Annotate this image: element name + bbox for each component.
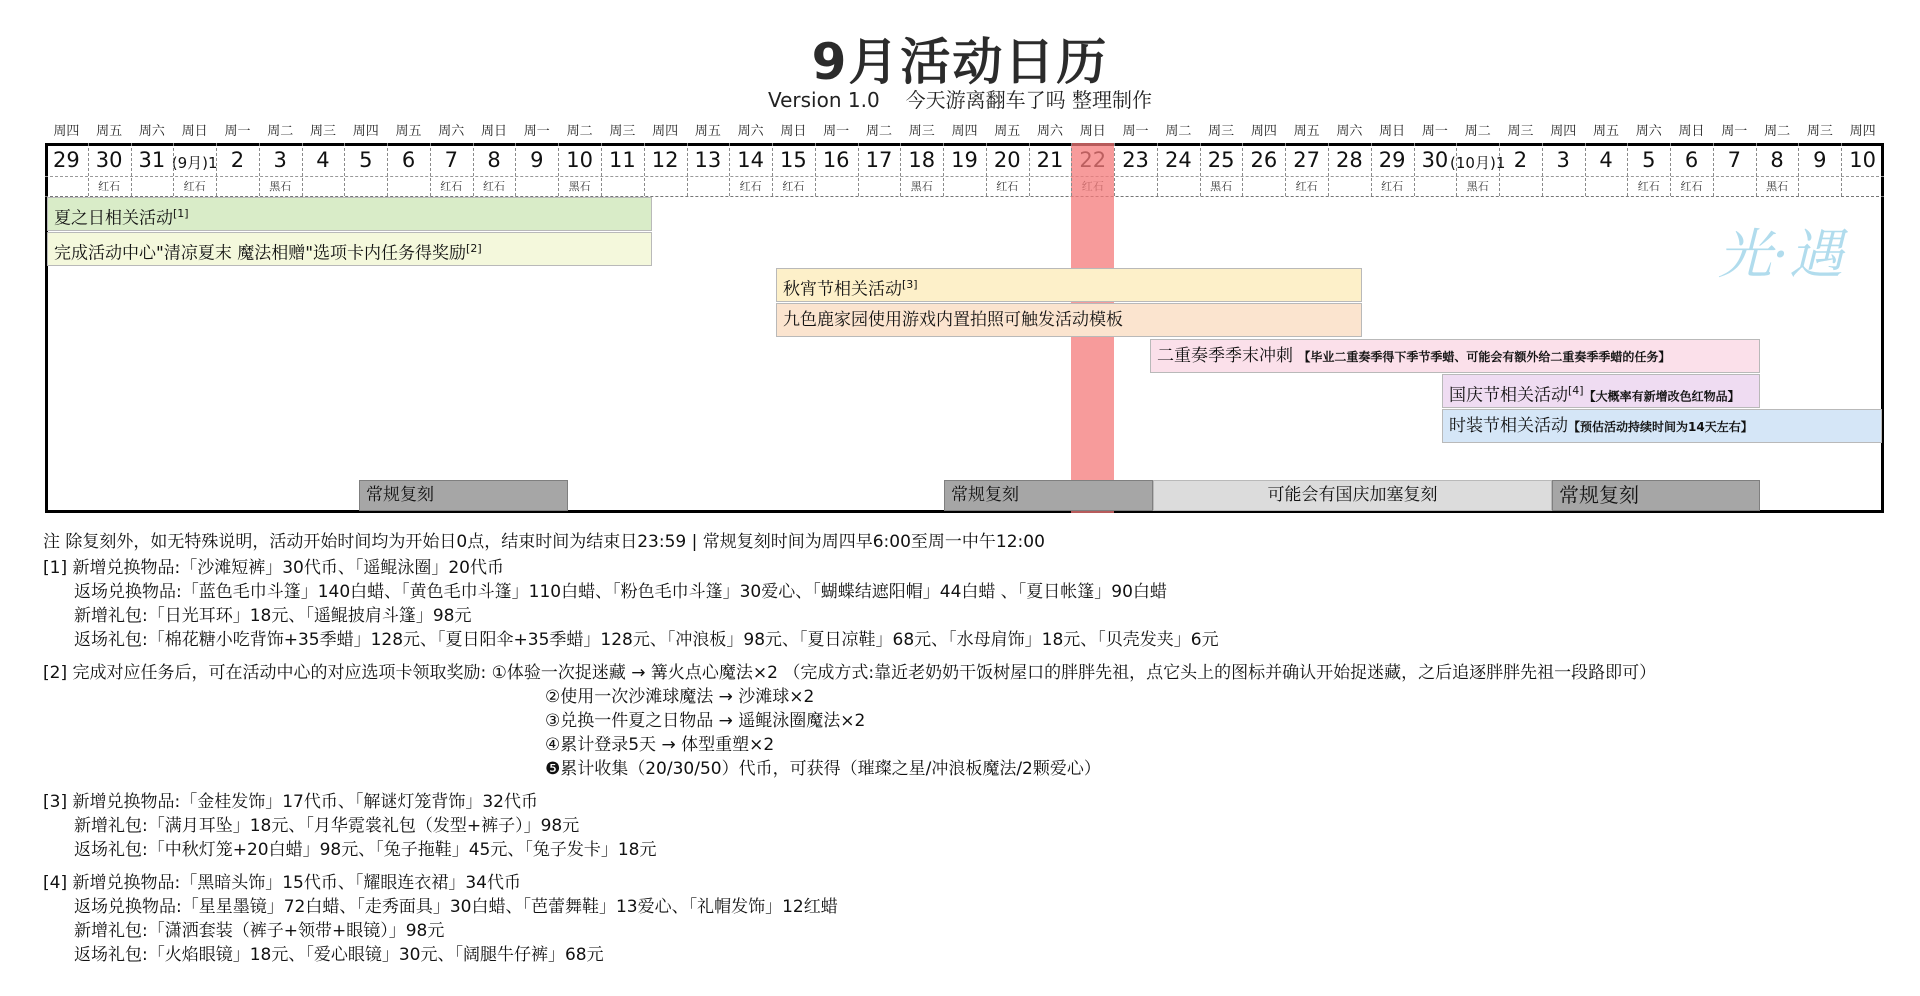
event-label: 秋宵节相关活动 <box>783 279 902 300</box>
date-number[interactable]: 3 <box>1556 148 1570 172</box>
weekday-label: 周六 <box>438 124 465 139</box>
note-2-line: ②使用一次沙滩球魔法 → 沙滩球×2 <box>545 687 815 707</box>
date-number[interactable]: 29 <box>53 148 80 172</box>
date-number[interactable]: 3 <box>273 148 287 172</box>
date-number[interactable]: (9月)1 <box>171 154 218 172</box>
event-bar-summer-tasks[interactable] <box>47 232 652 266</box>
date-column-divider <box>1200 143 1201 196</box>
date-number[interactable]: 28 <box>1336 148 1363 172</box>
event-note: 【预估活动持续时间为14天左右】 <box>1568 420 1753 434</box>
date-column-divider <box>259 143 260 196</box>
note-4-line: 新增礼包:「潇洒套装（裤子+领带+眼镜）」98元 <box>74 921 445 941</box>
note-1-line: 新增礼包:「日光耳环」18元、「遥鲲披肩斗篷」98元 <box>74 606 472 626</box>
date-column-divider <box>344 143 345 196</box>
date-column-divider <box>216 143 217 196</box>
weekday-label: 周日 <box>780 124 807 139</box>
weekday-label: 周日 <box>1379 124 1406 139</box>
weekday-label: 周一 <box>1122 124 1149 139</box>
date-number[interactable]: 23 <box>1122 148 1149 172</box>
weekday-label: 周五 <box>96 124 123 139</box>
weekday-label: 周五 <box>1592 124 1620 139</box>
note-2-line: [2] 完成对应任务后，可在活动中心的对应选项卡领取奖励: ①体验一次捉迷藏 → 篝火点心魔法×2 （完成方式:靠近老奶奶干饭树屋口的胖胖先祖，点它头上的图标并确认开始捉迷藏，之后追逐胖胖先祖一段路即可） <box>43 663 1657 683</box>
date-column-divider <box>430 143 431 196</box>
weekday-label: 周日 <box>481 124 508 139</box>
date-column-divider <box>1114 143 1115 196</box>
date-column-divider <box>1071 143 1072 196</box>
date-number[interactable]: 17 <box>865 148 893 172</box>
note-1-line: 返场兑换物品:「蓝色毛巾斗篷」140白蜡、「黄色毛巾斗篷」110白蜡、「粉色毛巾斗篷」30爱心、「蝴蝶结遮阳帽」44白蜡 、「夏日帐篷」90白蜡 <box>74 582 1167 602</box>
date-number[interactable]: 24 <box>1164 148 1192 172</box>
note-3-line: [3] 新增兑换物品:「金桂发饰」17代币、「解谜灯笼背饰」32代币 <box>43 792 538 812</box>
weekday-label: 周二 <box>1464 124 1491 139</box>
event-note: 【大概率有新增改色红物品】 <box>1583 389 1740 404</box>
stone-label: 黑石 <box>1210 180 1233 193</box>
date-column-divider <box>1627 143 1628 196</box>
stone-label: 红石 <box>183 180 206 193</box>
note-3-line: 返场礼包:「中秋灯笼+20白蜡」98元、「兔子拖鞋」45元、「兔子发卡」18元 <box>74 840 657 860</box>
event-note: 【毕业二重奏季得下季节季蜡、可能会有额外给二重奏季季蜡的任务】 <box>1298 350 1671 364</box>
date-number[interactable]: 12 <box>651 148 679 172</box>
date-number[interactable]: 5 <box>359 148 373 172</box>
date-number[interactable]: 7 <box>444 148 458 172</box>
date-number[interactable]: 20 <box>993 148 1021 172</box>
date-number[interactable]: 13 <box>694 148 722 172</box>
date-divider <box>45 176 1884 177</box>
weekday-label: 周三 <box>1507 124 1534 139</box>
weekday-label: 周五 <box>694 124 721 139</box>
date-number[interactable]: 2 <box>230 148 245 172</box>
event-label: 夏之日相关活动 <box>54 208 173 229</box>
weekday-label: 周一 <box>823 124 850 139</box>
weekday-label: 周四 <box>1550 124 1577 139</box>
date-number[interactable]: 9 <box>1813 148 1827 172</box>
date-number[interactable]: 31 <box>138 148 166 172</box>
event-ref: [2] <box>466 242 482 255</box>
date-number[interactable]: 27 <box>1293 148 1320 172</box>
weekday-label: 周一 <box>1721 124 1748 139</box>
stone-label: 红石 <box>1381 180 1404 193</box>
weekday-label: 周一 <box>1421 124 1448 139</box>
date-number[interactable]: 19 <box>951 148 978 172</box>
date-column-divider <box>601 143 602 196</box>
stone-label: 红石 <box>996 180 1019 193</box>
date-number[interactable]: 10 <box>1849 148 1876 172</box>
date-number[interactable]: 26 <box>1250 148 1278 172</box>
date-column-divider <box>1242 143 1243 196</box>
stone-label: 黑石 <box>269 180 292 193</box>
date-number[interactable]: 21 <box>1036 148 1064 172</box>
credit-label: 今天游离翻车了吗 整理制作 <box>905 88 1153 112</box>
date-column-divider <box>1285 143 1286 196</box>
date-column-divider <box>1841 143 1842 196</box>
weekday-label: 周四 <box>652 124 679 139</box>
date-column-divider <box>1499 143 1500 196</box>
event-ref: [1] <box>173 207 189 220</box>
event-bar-summer-day[interactable] <box>47 197 652 231</box>
note-main: 注 除复刻外，如无特殊说明，活动开始时间均为开始日0点，结束时间为结束日23:59 | 常规复刻时间为周四早6:00至周一中午12:00 <box>43 532 1045 552</box>
event-label: 完成活动中心"清凉夏末 魔法相赠"选项卡内任务得奖励 <box>54 243 467 264</box>
stone-label: 红石 <box>98 180 121 193</box>
weekday-label: 周五 <box>395 124 422 139</box>
date-number[interactable]: 16 <box>822 148 850 172</box>
weekday-label: 周六 <box>1336 124 1363 139</box>
event-label: 国庆节相关活动 <box>1449 385 1568 406</box>
stone-label: 红石 <box>483 180 506 193</box>
date-column-divider <box>687 143 688 196</box>
date-column-divider <box>1157 143 1158 196</box>
weekday-label: 周三 <box>609 124 636 139</box>
weekday-label: 周一 <box>523 124 550 139</box>
date-column-divider <box>772 143 773 196</box>
date-number[interactable]: 15 <box>780 148 807 172</box>
date-number[interactable]: 4 <box>1599 148 1613 172</box>
date-column-divider <box>1414 143 1415 196</box>
date-column-divider <box>943 143 944 196</box>
event-bar-mid-autumn[interactable] <box>776 268 1362 302</box>
date-number[interactable]: 6 <box>1684 148 1699 172</box>
weekday-label: 周六 <box>138 124 165 139</box>
date-column-divider <box>1713 143 1714 196</box>
note-2-line: ❺累计收集（20/30/50）代币，可获得（璀璨之星/冲浪板魔法/2颗爱心） <box>545 759 1101 779</box>
date-column-divider <box>1585 143 1586 196</box>
weekday-label: 周六 <box>737 124 764 139</box>
stone-label: 黑石 <box>1766 180 1789 193</box>
date-number[interactable]: 9 <box>530 148 544 172</box>
event-ref: [4] <box>1568 384 1584 397</box>
date-column-divider <box>173 143 174 196</box>
game-logo: 光·遇 <box>1718 223 1844 286</box>
stone-label: 黑石 <box>568 180 591 193</box>
event-bar-deer-home[interactable] <box>776 303 1362 337</box>
weekday-label: 周一 <box>224 124 251 139</box>
note-4-line: 返场兑换物品:「星星墨镜」72白蜡、「走秀面具」30白蜡、「芭蕾舞鞋」13爱心、「礼帽发饰」12红蜡 <box>74 897 838 917</box>
date-column-divider <box>1670 143 1671 196</box>
date-number[interactable]: 2 <box>1513 148 1528 172</box>
rerun-label: 可能会有国庆加塞复刻 <box>1267 485 1438 505</box>
stone-label: 黑石 <box>1466 180 1489 193</box>
date-number[interactable]: 25 <box>1207 148 1235 172</box>
date-number[interactable]: 4 <box>316 148 330 172</box>
note-3-line: 新增礼包:「满月耳坠」18元、「月华霓裳礼包（发型+裤子）」98元 <box>74 816 580 836</box>
rerun-bar-regular-2[interactable] <box>944 480 1153 511</box>
date-column-divider <box>88 143 89 196</box>
weekday-label: 周六 <box>1037 124 1064 139</box>
weekday-label: 周日 <box>1079 124 1106 139</box>
stone-label: 黑石 <box>910 180 933 193</box>
stone-label: 红石 <box>782 180 805 193</box>
weekday-label: 周日 <box>1678 124 1705 139</box>
date-number[interactable]: 6 <box>401 148 416 172</box>
date-number[interactable]: 7 <box>1727 148 1741 172</box>
date-column-divider <box>558 143 559 196</box>
stone-label: 红石 <box>1637 180 1660 193</box>
date-column-divider <box>1029 143 1030 196</box>
weekday-label: 周六 <box>1635 124 1662 139</box>
date-column-divider <box>131 143 132 196</box>
date-column-divider <box>858 143 859 196</box>
weekday-label: 周四 <box>352 124 379 139</box>
weekday-label: 周三 <box>309 124 336 139</box>
weekday-label: 周四 <box>951 124 978 139</box>
date-column-divider <box>1328 143 1329 196</box>
rerun-bar-national[interactable] <box>1153 480 1552 511</box>
date-number[interactable]: 5 <box>1642 148 1656 172</box>
weekday-label: 周三 <box>1806 124 1833 139</box>
date-column-divider <box>1542 143 1543 196</box>
date-column-divider <box>729 143 730 196</box>
event-label: 时装节相关活动 <box>1449 416 1568 436</box>
page-subtitle <box>0 84 1920 113</box>
rerun-label: 常规复刻 <box>366 485 434 505</box>
weekday-label: 周二 <box>566 124 593 139</box>
weekday-label: 周三 <box>1208 124 1235 139</box>
date-column-divider <box>1756 143 1757 196</box>
event-ref: [3] <box>902 278 918 291</box>
note-2-line: ③兑换一件夏之日物品 → 遥鲲泳圈魔法×2 <box>545 711 866 731</box>
date-number[interactable]: 11 <box>608 148 636 172</box>
weekday-label: 周二 <box>1764 124 1791 139</box>
note-1-line: [1] 新增兑换物品:「沙滩短裤」30代币、「遥鲲泳圈」20代币 <box>43 558 504 578</box>
stone-label: 红石 <box>739 180 762 193</box>
rerun-bar-regular-3[interactable] <box>1552 480 1760 511</box>
date-number[interactable]: 10 <box>566 148 593 172</box>
date-number[interactable]: 8 <box>487 148 501 172</box>
weekday-label: 周二 <box>1165 124 1192 139</box>
weekday-label: 周四 <box>1849 124 1876 139</box>
date-column-divider <box>387 143 388 196</box>
date-number[interactable]: (10月)1 <box>1450 154 1506 172</box>
date-column-divider <box>1456 143 1457 196</box>
weekday-label: 周日 <box>181 124 208 139</box>
date-number[interactable]: 30 <box>1421 148 1449 172</box>
stone-label: 红石 <box>440 180 463 193</box>
event-label: 二重奏季季末冲刺 <box>1157 346 1293 366</box>
date-number[interactable]: 18 <box>908 148 936 172</box>
stone-label: 红石 <box>1680 180 1703 193</box>
date-column-divider <box>473 143 474 196</box>
weekday-label: 周二 <box>267 124 294 139</box>
date-number[interactable]: 29 <box>1378 148 1406 172</box>
date-number[interactable]: 8 <box>1770 148 1784 172</box>
event-bar-national-day[interactable] <box>1442 374 1760 408</box>
rerun-label: 常规复刻 <box>951 485 1019 505</box>
date-number[interactable]: 14 <box>737 148 765 172</box>
note-4-line: 返场礼包:「火焰眼镜」18元、「爱心眼镜」30元、「阔腿牛仔裤」68元 <box>74 945 604 965</box>
rerun-label: 常规复刻 <box>1559 483 1639 507</box>
note-1-line: 返场礼包:「棉花糖小吃背饰+35季蜡」128元、「夏日阳伞+35季蜡」128元、「冲浪板」98元、「夏日凉鞋」68元、「水母肩饰」18元、「贝壳发夹」6元 <box>74 630 1219 650</box>
note-4-line: [4] 新增兑换物品:「黑暗头饰」15代币、「耀眼连衣裙」34代币 <box>43 873 521 893</box>
weekday-label: 周五 <box>1293 124 1320 139</box>
event-bar-fashion[interactable] <box>1442 409 1882 443</box>
page-title: 9月活动日历 <box>811 33 1109 91</box>
event-label: 九色鹿家园使用游戏内置拍照可触发活动模板 <box>783 310 1123 330</box>
event-bar-duet-season[interactable] <box>1150 339 1760 373</box>
date-column-divider <box>644 143 645 196</box>
weekday-label: 周四 <box>1250 124 1277 139</box>
date-column-divider <box>1798 143 1799 196</box>
date-column-divider <box>302 143 303 196</box>
date-column-divider <box>815 143 816 196</box>
note-2-line: ④累计登录5天 → 体型重塑×2 <box>545 735 775 755</box>
date-number[interactable]: 30 <box>95 148 123 172</box>
weekday-label: 周五 <box>994 124 1021 139</box>
stone-label: 红石 <box>1295 180 1318 193</box>
version-label: Version 1.0 <box>767 88 880 112</box>
weekday-label: 周三 <box>908 124 935 139</box>
weekday-label: 周二 <box>865 124 892 139</box>
date-column-divider <box>1371 143 1372 196</box>
weekday-label: 周四 <box>53 124 80 139</box>
date-column-divider <box>986 143 987 196</box>
date-column-divider <box>515 143 516 196</box>
date-column-divider <box>900 143 901 196</box>
rerun-bar-regular-1[interactable] <box>359 480 568 511</box>
